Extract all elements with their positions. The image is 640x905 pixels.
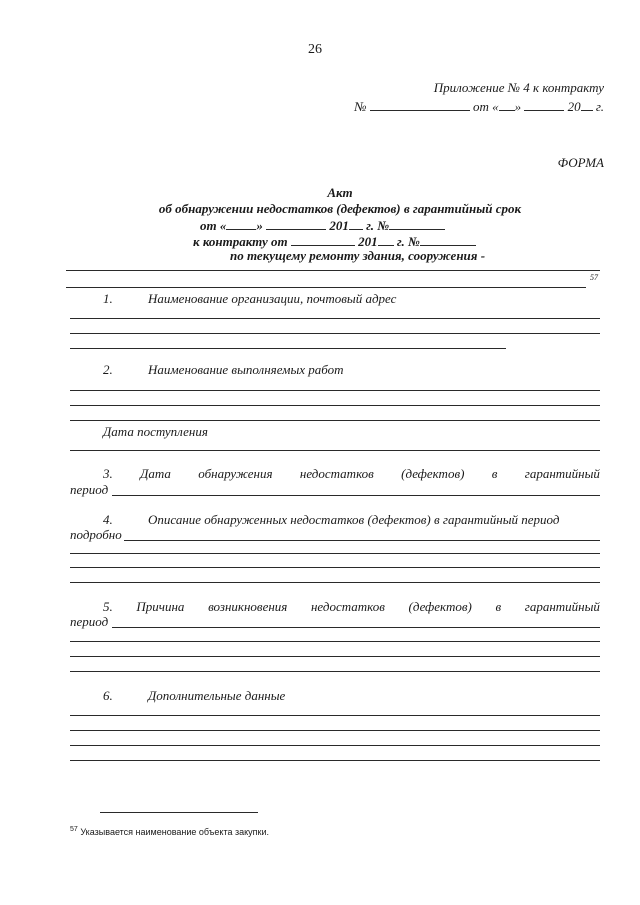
item-3-number: 3.	[103, 466, 113, 481]
footnote-ref: 57	[590, 273, 598, 282]
item-3-continuation: период	[70, 482, 109, 497]
item-5-word: (дефектов)	[408, 599, 472, 614]
item-6-line-1	[70, 715, 600, 716]
item-5-line-1	[112, 627, 600, 628]
item-5-label	[103, 599, 600, 615]
item-2-line-2	[70, 405, 600, 406]
item-1-line-1	[70, 318, 600, 319]
act-date-from: от «	[200, 218, 227, 233]
item-2-line-3	[70, 420, 600, 421]
footnote-separator	[100, 812, 258, 813]
year-prefix: 20	[567, 99, 581, 114]
receipt-date-label: Дата поступления	[103, 424, 208, 439]
contract-from-label: к контракту от	[193, 234, 288, 249]
item-5-number: 5.	[103, 599, 113, 614]
item-4-continuation: подробно	[70, 527, 122, 542]
item-3-word: гарантийный	[524, 466, 600, 481]
item-4-line-1	[124, 540, 600, 541]
item-1-label: Наименование организации, почтовый адрес	[148, 291, 397, 306]
item-3-word: в	[491, 466, 498, 481]
act-month-blank	[266, 216, 326, 230]
item-4-label: Описание обнаруженных недостатков (дефектов) в гарантийный период	[148, 512, 560, 527]
year-suffix: г.	[595, 99, 604, 114]
item-6-label: Дополнительные данные	[148, 688, 286, 703]
contract-number-label: г. №	[396, 234, 420, 249]
item-3-line-1	[112, 495, 600, 496]
contract-number-blank	[420, 232, 476, 246]
act-subtitle: об обнаружении недостатков (дефектов) в гарантийный срок	[158, 201, 522, 216]
item-1-line-3	[70, 348, 506, 349]
footnote-text: Указывается наименование объекта закупки.	[80, 827, 269, 837]
item-5-line-4	[70, 671, 600, 672]
object-name-line-1	[66, 270, 600, 271]
item-4-line-4	[70, 582, 600, 583]
item-6-line-2	[70, 730, 600, 731]
item-5-word: в	[495, 599, 502, 614]
item-3-label	[103, 466, 600, 482]
quote-close: »	[514, 99, 522, 114]
item-5-line-3	[70, 656, 600, 657]
item-5-word: гарантийный	[524, 599, 600, 614]
day-blank	[499, 97, 515, 111]
item-5-line-2	[70, 641, 600, 642]
contract-number-blank	[370, 97, 470, 111]
item-4-line-3	[70, 567, 600, 568]
act-year-prefix: 201	[329, 218, 349, 233]
item-6-line-4	[70, 760, 600, 761]
form-label: ФОРМА	[557, 155, 604, 170]
footnote	[70, 826, 269, 837]
number-sign: №	[354, 99, 367, 114]
item-4-line-2	[70, 553, 600, 554]
item-6-line-3	[70, 745, 600, 746]
item-3-word: Дата	[140, 466, 171, 481]
appendix-line: Приложение № 4 к контракту	[433, 80, 604, 95]
footnote-number: 57	[70, 826, 78, 833]
item-2-label: Наименование выполняемых работ	[148, 362, 344, 377]
item-2-number: 2.	[103, 362, 113, 377]
act-number-label: г. №	[366, 218, 390, 233]
act-year-blank	[349, 216, 363, 230]
object-name-line-2	[66, 287, 586, 288]
page-number: 26	[308, 42, 322, 57]
item-3-word: недостатков	[299, 466, 374, 481]
item-5-word: возникновения	[208, 599, 288, 614]
act-repair-line: по текущему ремонту здания, сооружения -	[230, 248, 486, 263]
act-number-blank	[389, 216, 445, 230]
act-date-quote: »	[256, 218, 263, 233]
contract-year-prefix: 201	[358, 234, 378, 249]
item-2-line-1	[70, 390, 600, 391]
receipt-date-line	[70, 450, 600, 451]
appendix-contract-ref	[354, 97, 604, 115]
act-day-blank	[226, 216, 256, 230]
item-3-word: обнаружения	[198, 466, 273, 481]
month-blank	[524, 97, 564, 111]
item-1-number: 1.	[103, 291, 113, 306]
item-5-word: Причина	[136, 599, 185, 614]
contract-date-blank	[291, 232, 355, 246]
item-5-continuation: период	[70, 614, 109, 629]
item-4-number: 4.	[103, 512, 113, 527]
contract-year-blank	[378, 232, 394, 246]
from-label: от «	[472, 99, 499, 114]
item-6-number: 6.	[103, 688, 113, 703]
year-blank	[581, 97, 593, 111]
item-3-word: (дефектов)	[401, 466, 465, 481]
item-1-line-2	[70, 333, 600, 334]
item-5-word: недостатков	[310, 599, 385, 614]
act-title: Акт	[327, 185, 353, 200]
